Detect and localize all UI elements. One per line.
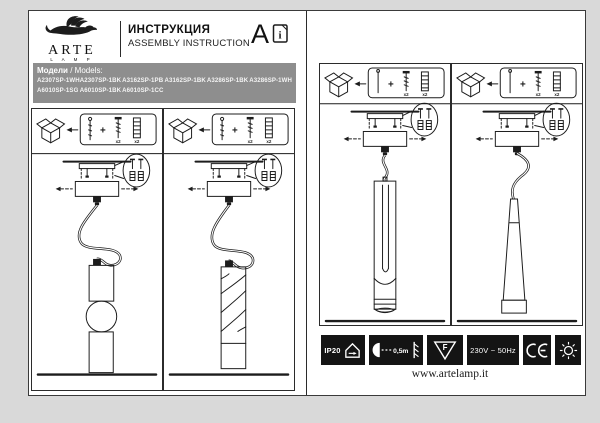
pendant-lamp-twisted: [221, 260, 246, 368]
header-divider: [120, 21, 121, 57]
box-icon: [325, 73, 353, 97]
badge-ip20: [321, 335, 365, 365]
arrow-icon: [66, 127, 77, 132]
models-label-ru: Модели: [37, 66, 68, 75]
sun-light-icon: [558, 340, 579, 361]
assembly-panel-sphere-pendant: [31, 108, 163, 391]
ceiling-mount: [56, 154, 150, 205]
badge-f-mark: [427, 335, 463, 365]
ceiling-mount: [476, 103, 570, 155]
box-icon: [169, 119, 197, 143]
screw-qty: x2: [247, 139, 253, 145]
website-url: www.artelamp.it: [411, 368, 489, 380]
assembly-panel-cone-pendant: [451, 63, 583, 326]
plus-sign: +: [520, 79, 526, 91]
f-mark-letter: F: [442, 343, 448, 352]
canopy: [495, 131, 538, 146]
anchor-qty: x2: [134, 139, 140, 145]
screw-qty: x2: [535, 92, 541, 98]
screw-qty: x2: [115, 139, 121, 145]
parts-list: [368, 68, 444, 98]
anchor-qty: x2: [422, 92, 428, 98]
badge-light-source: [555, 335, 581, 365]
assembly-diagram-cone-pendant: [452, 64, 582, 325]
model-number: A3286SP-1WH: [249, 77, 292, 84]
box-icon: [457, 73, 485, 97]
model-number: A2307SP-1BK: [79, 77, 122, 84]
booklet-i-label: i: [278, 29, 282, 42]
models-label: [37, 66, 292, 75]
model-number: A3286SP-1BK: [206, 77, 249, 84]
pendant-lamp-slot: [374, 177, 396, 312]
assembly-panel-slot-pendant: [319, 63, 451, 326]
f-mark-triangle-icon: [431, 338, 459, 362]
anchor-qty: x2: [554, 92, 560, 98]
model-number: A6010SP-1SG: [37, 87, 79, 94]
canopy: [75, 181, 118, 196]
anchor-qty: x2: [266, 139, 272, 145]
min-distance-icon: [371, 339, 421, 361]
models-bar: [33, 63, 296, 103]
arrow-icon: [486, 81, 497, 86]
model-number: A6010SP-1BK: [79, 87, 122, 94]
header-titles: [128, 24, 250, 49]
badge-min-distance: [369, 335, 423, 365]
brand-name: ARTE: [48, 43, 96, 58]
canopy: [363, 131, 406, 146]
badge-voltage: [467, 335, 519, 365]
model-number: A6010SP-1CC: [122, 87, 164, 94]
instruction-page: [28, 10, 586, 396]
ce-mark-icon: [525, 342, 549, 359]
arrow-icon: [354, 81, 365, 86]
assembly-diagram-slot-pendant: [320, 64, 450, 325]
indoor-use-house-icon: [343, 341, 362, 360]
min-distance-value: 0,5m: [393, 347, 409, 355]
assembly-diagram-sphere-pendant: [32, 109, 162, 390]
hardware-callout: [123, 154, 150, 187]
model-number: A2307SP-1WH: [37, 77, 80, 84]
plus-sign: +: [232, 125, 238, 137]
ceiling-mount: [344, 103, 438, 155]
title-english: ASSEMBLY INSTRUCTION: [128, 38, 250, 49]
page-center-divider: [306, 11, 307, 395]
box-icon: [37, 119, 65, 143]
pendant-lamp-cone: [502, 199, 527, 313]
assembly-diagram-twisted-pendant: [164, 109, 294, 390]
screw-qty: x2: [403, 92, 409, 98]
suspension-cable: [79, 205, 120, 265]
ip-rating-label: IP20: [324, 345, 341, 355]
hardware-callout: [543, 103, 570, 136]
assembly-panel-twisted-pendant: [163, 108, 295, 391]
booklet-icon: [272, 22, 289, 50]
plus-sign: +: [100, 125, 106, 137]
suspension-cable: [212, 205, 253, 268]
model-number: A3162SP-1BK: [164, 77, 206, 84]
hardware-callout: [255, 154, 282, 187]
brand-logo: [35, 14, 109, 62]
models-label-en: / Models:: [67, 66, 103, 75]
badge-ce: [523, 335, 551, 365]
hardware-callout: [411, 103, 438, 136]
pendant-lamp-sphere: [86, 259, 117, 373]
parts-list: [212, 114, 288, 145]
title-russian: ИНСТРУКЦИЯ: [128, 24, 211, 36]
arrow-icon: [198, 127, 209, 132]
ceiling-mount: [188, 154, 282, 205]
model-number: A3162SP-1PB: [122, 77, 164, 84]
suspension-cable: [512, 153, 528, 199]
parts-list: [80, 114, 156, 145]
parts-list: [500, 68, 576, 98]
voltage-label: 230V ~ 50Hz: [470, 345, 516, 355]
winged-lion-icon: [37, 14, 107, 39]
models-list: [37, 77, 292, 94]
brand-subtitle: L A M P: [50, 57, 94, 62]
doc-letter: A: [251, 19, 270, 49]
plus-sign: +: [388, 79, 394, 91]
canopy: [207, 181, 250, 196]
